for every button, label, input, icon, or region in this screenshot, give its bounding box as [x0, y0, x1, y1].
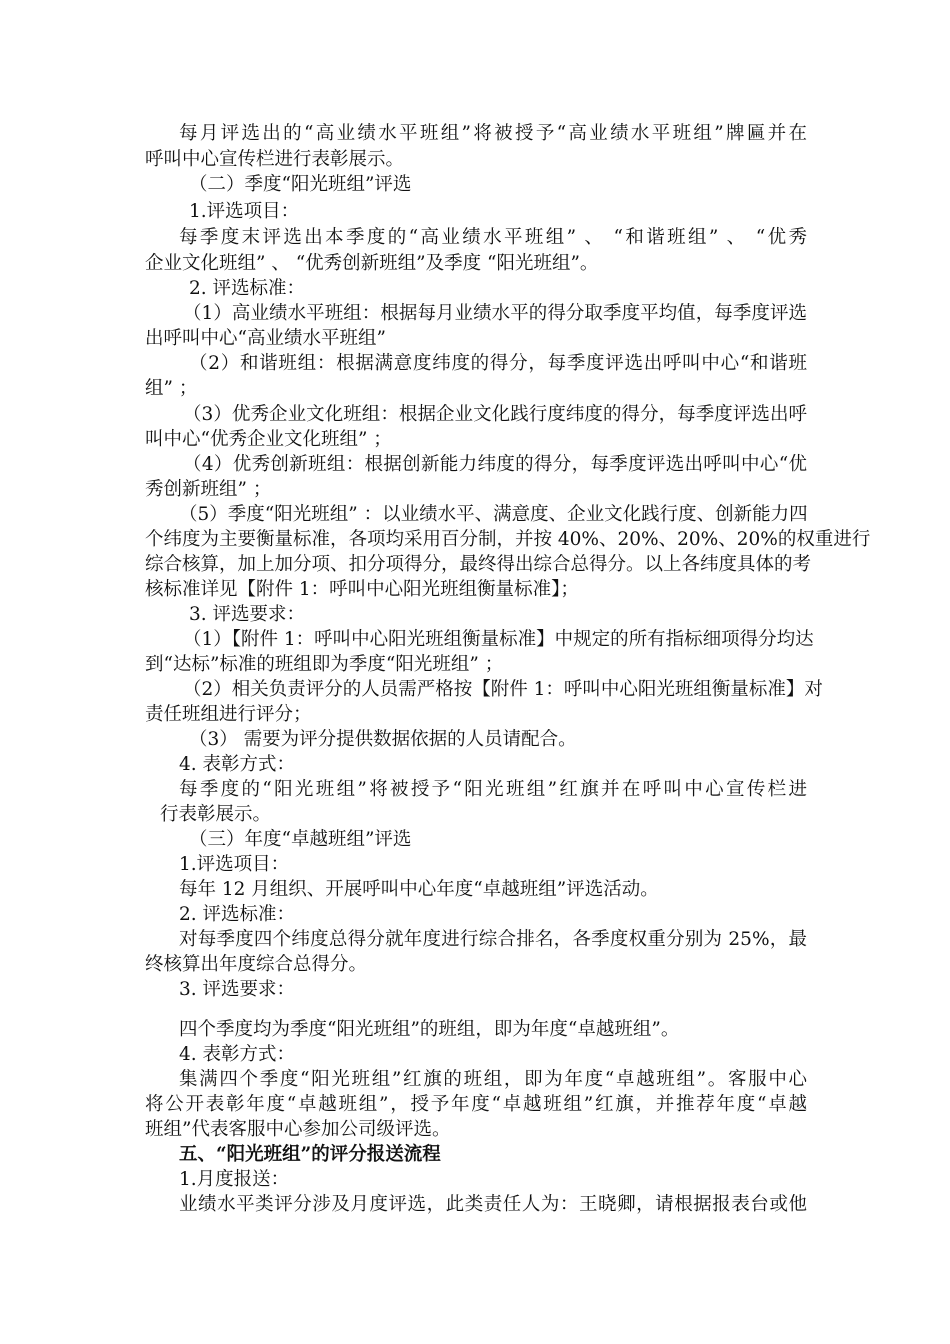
- paragraph-line: 综合核算，加上加分项、扣分项得分，最终得出综合总得分。以上各纬度具体的考: [145, 554, 812, 575]
- paragraph-line: 每季度的“阳光班组”将被授予“阳光班组”红旗并在呼叫中心宣传栏进: [179, 779, 807, 800]
- paragraph-line: 责任班组进行评分；: [145, 704, 312, 725]
- paragraph-line: 到“达标”标准的班组即为季度“阳光班组” ；: [145, 654, 504, 675]
- paragraph-line: 将公开表彰年度“卓越班组”，授予年度“卓越班组”红旗，并推荐年度“卓越: [145, 1094, 807, 1115]
- subheading: 4. 表彰方式：: [179, 754, 296, 775]
- paragraph-line: 秀创新班组” ；: [145, 479, 272, 500]
- paragraph-line: 个纬度为主要衡量标准，各项均采用百分制，并按 40%、20%、20%、20%的权重进行: [145, 529, 871, 550]
- paragraph-line: 企业文化班组” 、 “优秀创新班组”及季度 “阳光班组”。: [145, 253, 599, 274]
- paragraph-line: 业绩水平类评分涉及月度评选，此类责任人为：王晓卿，请根据报表台或他: [179, 1194, 807, 1215]
- paragraph-line: 出呼叫中心“高业绩水平班组”: [145, 328, 386, 349]
- paragraph-line: 终核算出年度综合总得分。: [145, 954, 368, 975]
- subheading: 2. 评选标准：: [179, 904, 296, 925]
- paragraph-line: 对每季度四个纬度总得分就年度进行综合排名，各季度权重分别为 25%，最: [179, 929, 807, 950]
- subheading: 2. 评选标准：: [189, 278, 306, 299]
- paragraph-line: 四个季度均为季度“阳光班组”的班组，即为年度“卓越班组”。: [179, 1019, 680, 1040]
- paragraph-line: （3）优秀企业文化班组：根据企业文化践行度纬度的得分，每季度评选出呼: [183, 404, 807, 425]
- paragraph-line: 集满四个季度“阳光班组”红旗的班组，即为年度“卓越班组”。客服中心: [179, 1069, 807, 1090]
- paragraph-line: （4）优秀创新班组：根据创新能力纬度的得分，每季度评选出呼叫中心“优: [183, 454, 807, 475]
- paragraph-line: （5）季度“阳光班组” ：以业绩水平、满意度、企业文化践行度、创新能力四: [179, 504, 808, 525]
- subheading: 3. 评选要求：: [189, 604, 306, 625]
- chapter-heading: 五、“阳光班组”的评分报送流程: [179, 1144, 441, 1165]
- subheading: 1.评选项目：: [179, 854, 290, 875]
- paragraph-line: 班组”代表客服中心参加公司级评选。: [145, 1119, 451, 1140]
- paragraph-line: 每月评选出的“高业绩水平班组”将被授予“高业绩水平班组”牌匾并在: [179, 123, 807, 144]
- paragraph-line: 每季度末评选出本季度的“高业绩水平班组” 、 “和谐班组” 、 “优秀: [179, 227, 807, 248]
- section-heading: （二）季度“阳光班组”评选: [189, 174, 412, 195]
- subheading: 1.评选项目：: [189, 201, 300, 222]
- subheading: 4. 表彰方式：: [179, 1044, 296, 1065]
- paragraph-line: 每年 12 月组织、开展呼叫中心年度“卓越班组”评选活动。: [179, 879, 659, 900]
- paragraph-line: 核标准详见【附件 1：呼叫中心阳光班组衡量标准】；: [145, 579, 579, 600]
- paragraph-line: 叫中心“优秀企业文化班组” ；: [145, 429, 392, 450]
- paragraph-line: 行表彰展示。: [160, 804, 272, 825]
- paragraph-line: （1）【附件 1：呼叫中心阳光班组衡量标准】中规定的所有指标细项得分均达: [183, 629, 814, 650]
- section-heading: （三）年度“卓越班组”评选: [189, 829, 412, 850]
- paragraph-line: （3） 需要为评分提供数据依据的人员请配合。: [189, 729, 577, 750]
- paragraph-line: （2）相关负责评分的人员需严格按【附件 1：呼叫中心阳光班组衡量标准】对: [183, 679, 823, 700]
- subheading: 1.月度报送：: [179, 1169, 290, 1190]
- paragraph-line: 呼叫中心宣传栏进行表彰展示。: [145, 149, 405, 170]
- paragraph-line: （2）和谐班组：根据满意度纬度的得分，每季度评选出呼叫中心“和谐班: [189, 353, 807, 374]
- subheading: 3. 评选要求：: [179, 979, 296, 1000]
- paragraph-line: （1）高业绩水平班组：根据每月业绩水平的得分取季度平均值，每季度评选: [183, 303, 807, 324]
- paragraph-line: 组” ；: [145, 378, 198, 399]
